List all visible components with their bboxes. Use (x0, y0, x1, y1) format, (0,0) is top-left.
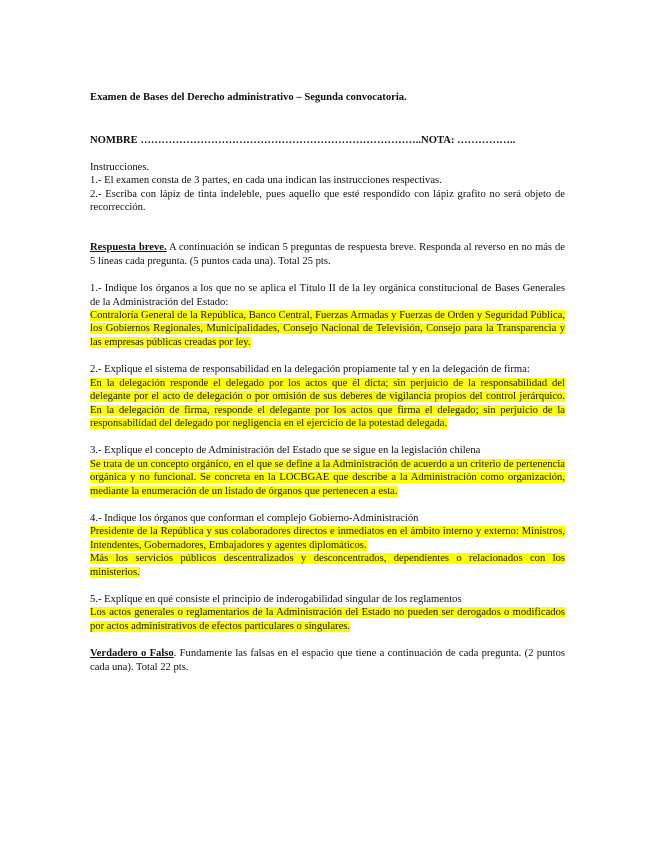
question-text: 5.- Explique en qué consiste el principio de inderogabilidad singular de los reglamentos (90, 593, 462, 605)
answer-highlight: Los actos generales o reglamentarios de la Administración del Estado no pueden ser derogados o modificados por actos administrativos de efectos particulares o singulares. (90, 607, 565, 632)
answer-highlight: Se trata de un concepto orgánico, en el que se define a la Administración de acuerdo a un criterio de pertenencia orgánica y no funcional. Se concreta en la LOCBGAE que describe a la Administración como organización, mediante la enumeración de un listado de órganos que pertenecen a esta. (90, 458, 565, 497)
exam-page (90, 91, 565, 674)
answer-text (90, 525, 565, 552)
true-false-section (90, 647, 565, 674)
answer-text (90, 377, 565, 431)
question-text: 2.- Explique el sistema de responsabilidad en la delegación propiamente tal y en la delegación de firma: (90, 364, 530, 376)
instructions-heading: Instrucciones. (90, 161, 150, 173)
true-false-instructions: . Fundamente las falsas en el espacio que tiene a continuación de cada pregunta. (2 puntos cada una). Total 22 pts. (90, 648, 565, 673)
question-5 (90, 593, 565, 633)
question-text: 3.- Explique el concepto de Administración del Estado que se sigue en la legislación chilena (90, 445, 481, 457)
answer-highlight: Más los servicios públicos descentralizados y desconcentrados, dependientes o relacionados con los ministerios. (90, 553, 565, 578)
true-false-intro (90, 647, 565, 674)
instruction-item: 1.- El examen consta de 3 partes, en cada una indican las instrucciones respectivas. (90, 175, 442, 187)
short-answer-instructions: A continuación se indican 5 preguntas de respuesta breve. Responda al reverso en no más de 5 líneas cada pregunta. (5 puntos cada una). Total 25 pts. (90, 242, 565, 267)
answer-highlight: Presidente de la República y sus colaboradores directos e inmediatos en el ámbito interno y externo: Ministros, Intendentes, Gobernadores, Embajadores y agentes diplomáticos. (90, 526, 565, 551)
exam-title: Examen de Bases del Derecho administrativo – Segunda convocatoria. (90, 92, 407, 103)
answer-text (90, 606, 565, 633)
instructions (90, 161, 565, 215)
answer-text (90, 458, 565, 498)
short-answer-section (90, 241, 565, 633)
name-grade-line: NOMBRE ……………………………………………………………………..NOTA: …………….. (90, 135, 516, 147)
answer-highlight: En la delegación responde el delegado por los actos que él dicta; sin perjuicio de la responsabilidad del delegante por el acto de delegación o por omisión de sus deberes de vigilancia propios del control jerárquico. En la delegación de firma, responde el delegante por los actos que firma el delegado; sin perjuicio de la responsabilidad del delegado por negligencia en el ejercicio de la potestad delegada. (90, 377, 565, 429)
true-false-heading: Verdadero o Falso (90, 648, 174, 660)
answer-highlight: Contraloría General de la República, Banco Central, Fuerzas Armadas y Fuerzas de Orden y Seguridad Pública, los Gobiernos Regionales, Municipalidades, Consejo Nacional de Televisión, Consejo para la Transparencia y las empresas públicas creadas por ley. (90, 310, 565, 348)
short-answer-heading: Respuesta breve. (90, 242, 167, 254)
question-4 (90, 512, 565, 579)
answer-text (90, 552, 565, 579)
question-text: 1.- Indique los órganos a los que no se aplica el Título II de la ley orgánica constitucional de Bases Generales de la Administración del Estado: (90, 283, 565, 308)
question-2 (90, 363, 565, 430)
question-3 (90, 444, 565, 498)
question-1 (90, 282, 565, 349)
short-answer-intro (90, 241, 565, 268)
instruction-item: 2.- Escriba con lápiz de tinta indeleble, pues aquello que esté respondido con lápiz grafito no será objeto de recorrección. (90, 188, 565, 214)
question-text: 4.- Indique los órganos que conforman el complejo Gobierno-Administración (90, 512, 419, 524)
answer-text (90, 309, 565, 349)
